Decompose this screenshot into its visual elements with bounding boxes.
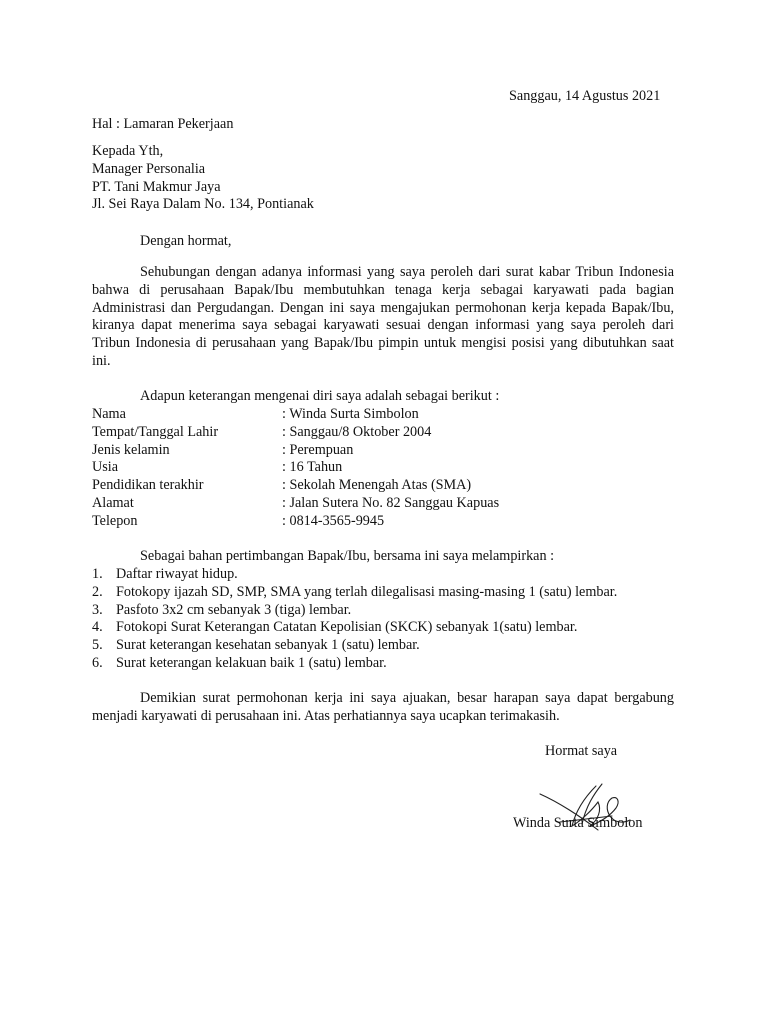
personal-details-table	[92, 406, 674, 531]
list-item	[92, 655, 674, 673]
signer-name: Winda Surta Simbolon	[513, 815, 643, 831]
list-item	[92, 584, 674, 602]
greeting: Dengan hormat,	[140, 233, 232, 249]
list-number: 6.	[92, 654, 103, 671]
detail-value: : Sanggau/8 Oktober 2004	[282, 423, 432, 440]
recipient-line: Kepada Yth,	[92, 143, 164, 159]
detail-label: Telepon	[92, 512, 138, 529]
list-item	[92, 602, 674, 620]
place-date: Sanggau, 14 Agustus 2021	[509, 88, 661, 104]
detail-label: Pendidikan terakhir	[92, 477, 204, 494]
detail-label: Jenis kelamin	[92, 441, 170, 458]
recipient-line: PT. Tani Makmur Jaya	[92, 178, 221, 195]
list-text: Pasfoto 3x2 cm sebanyak 3 (tiga) lembar.	[116, 601, 352, 618]
detail-value: : Perempuan	[282, 441, 354, 458]
detail-label: Alamat	[92, 494, 134, 511]
recipient-line: Jl. Sei Raya Dalam No. 134, Pontianak	[92, 196, 314, 213]
detail-row	[92, 513, 674, 531]
list-text: Surat keterangan kelakuan baik 1 (satu) lembar.	[116, 654, 387, 671]
detail-row	[92, 424, 674, 442]
detail-value: : Sekolah Menengah Atas (SMA)	[282, 477, 472, 494]
list-item	[92, 637, 674, 655]
detail-row	[92, 442, 674, 460]
detail-value: : Winda Surta Simbolon	[282, 406, 419, 422]
list-number: 1.	[92, 566, 103, 582]
recipient-address	[92, 143, 674, 214]
detail-value: : Jalan Sutera No. 82 Sanggau Kapuas	[282, 494, 500, 511]
list-number: 3.	[92, 601, 103, 618]
list-text: Fotokopy ijazah SD, SMP, SMA yang terlah dilegalisasi masing-masing 1 (satu) lembar.	[116, 583, 618, 600]
detail-value: : 16 Tahun	[282, 459, 343, 476]
subject-line: Hal : Lamaran Pekerjaan	[92, 116, 234, 132]
opening-paragraph: Sehubungan dengan adanya informasi yang saya peroleh dari surat kabar Tribun Indonesia bahwa di perusahaan Bapak/Ibu membutuhkan tenaga kerja sebagai karyawati pada bagian Administrasi dan Pergudangan. Dengan ini saya mengajukan permohonan kerja kepada Bapak/Ibu, kiranya dapat menerima saya sebagai karyawati sesuai dengan informasi yang saya peroleh dari Tribun Indonesia di perusahaan yang Bapak/Ibu pimpin untuk mengisi posisi yang dibutuhkan saat ini.	[92, 264, 674, 369]
detail-value: : 0814-3565-9945	[282, 512, 385, 529]
attachments-list	[92, 566, 674, 673]
list-text: Surat keterangan kesehatan sebanyak 1 (satu) lembar.	[116, 637, 420, 654]
detail-row	[92, 406, 674, 424]
closing-salutation: Hormat saya	[545, 743, 618, 759]
list-number: 4.	[92, 619, 103, 636]
list-text: Fotokopi Surat Keterangan Catatan Kepolisian (SKCK) sebanyak 1(satu) lembar.	[116, 619, 578, 636]
detail-row	[92, 477, 674, 495]
detail-label: Usia	[92, 459, 119, 476]
detail-label: Nama	[92, 406, 126, 422]
attachments-intro: Sebagai bahan pertimbangan Bapak/Ibu, bersama ini saya melampirkan :	[140, 548, 555, 564]
list-item	[92, 566, 674, 584]
personal-intro: Adapun keterangan mengenai diri saya adalah sebagai berikut :	[140, 388, 500, 404]
list-item	[92, 619, 674, 637]
detail-row	[92, 495, 674, 513]
list-text: Daftar riwayat hidup.	[116, 566, 238, 582]
closing-paragraph: Demikian surat permohonan kerja ini saya ajuakan, besar harapan saya dapat bergabung menjadi karyawati di perusahaan ini. Atas perhatiannya saya ucapkan terimakasih.	[92, 690, 674, 724]
recipient-line: Manager Personalia	[92, 160, 206, 177]
list-number: 5.	[92, 637, 103, 654]
detail-label: Tempat/Tanggal Lahir	[92, 423, 219, 440]
detail-row	[92, 459, 674, 477]
list-number: 2.	[92, 583, 103, 600]
